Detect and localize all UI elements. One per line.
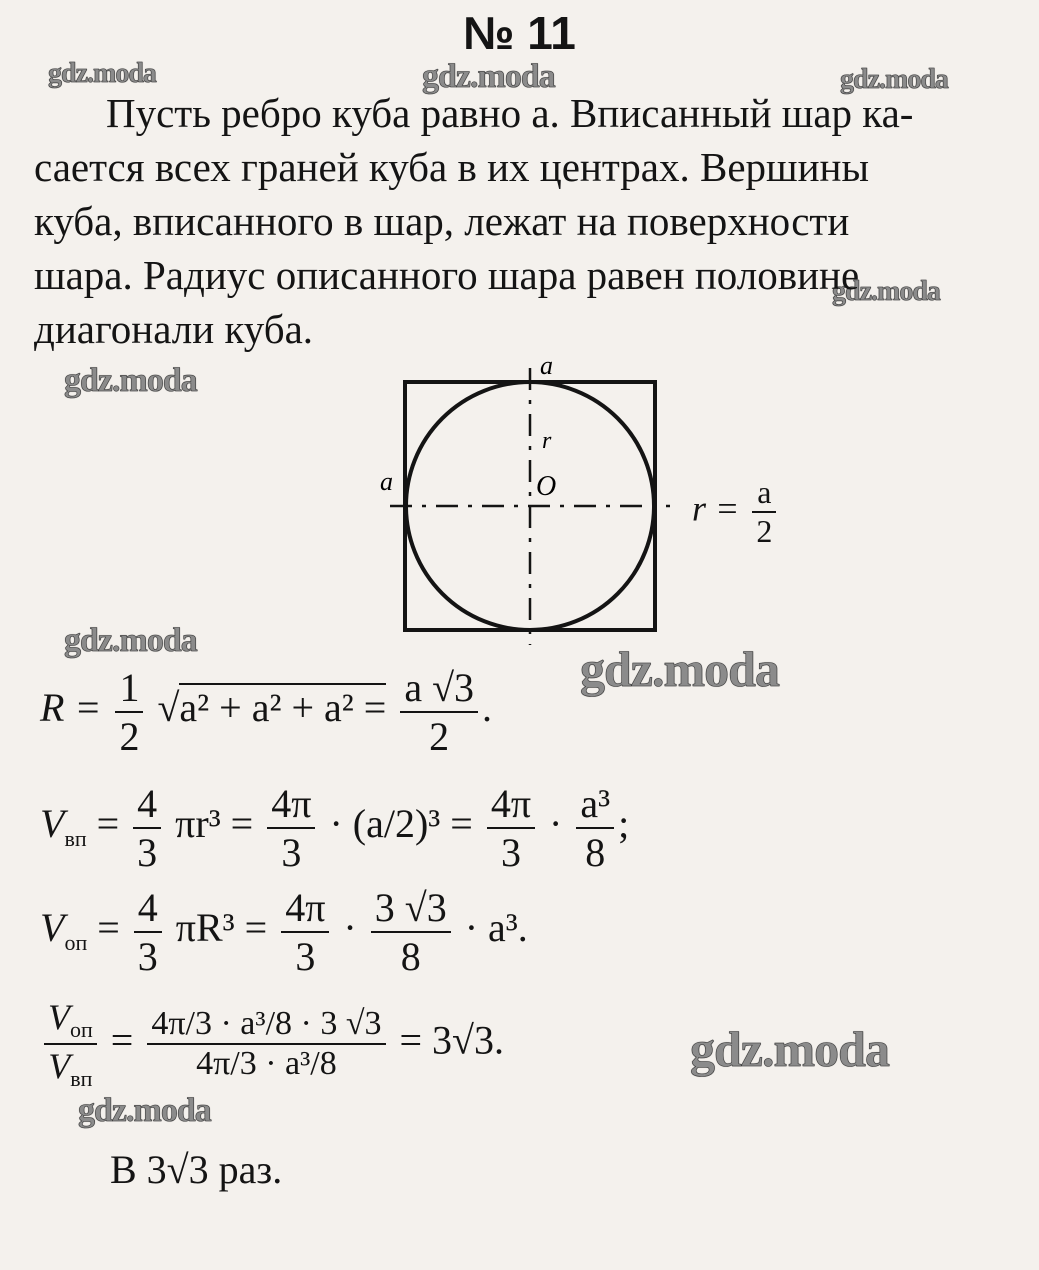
watermark: gdz.moda xyxy=(840,64,948,95)
radius-den: 2 xyxy=(756,513,773,549)
text-line: сается всех граней куба в их центрах. Вершины xyxy=(34,144,870,190)
v-symbol: V xyxy=(40,801,65,847)
v-subscript: оп xyxy=(64,930,88,956)
frac-den: 8 xyxy=(585,830,606,875)
punct: ; xyxy=(618,801,630,847)
frac-num: 4π xyxy=(281,884,329,933)
watermark: gdz.moda xyxy=(64,622,197,659)
radius-formula xyxy=(692,474,780,550)
sqrt-body: a² + a² + a² = xyxy=(179,685,387,731)
frac-num: 4π xyxy=(267,780,315,829)
frac-num: 1 xyxy=(115,664,143,713)
watermark: gdz.moda xyxy=(422,58,555,95)
frac-den: 3 xyxy=(137,934,158,979)
ratio-result: = 3√3. xyxy=(399,1017,505,1063)
dot: · xyxy=(329,801,343,847)
v-subscript: вп xyxy=(70,1066,93,1092)
radius-num: a xyxy=(752,474,776,513)
expr: · a³. xyxy=(464,905,528,951)
frac-num: a √3 xyxy=(400,664,478,713)
label-top-a: a xyxy=(540,351,553,380)
watermark: gdz.moda xyxy=(690,1021,889,1077)
frac-num: a³ xyxy=(576,780,614,829)
problem-number: № 11 xyxy=(463,7,576,59)
frac-num: 4 xyxy=(133,780,161,829)
formula-V-circumscribed xyxy=(40,884,528,980)
formula-R-lhs: R = xyxy=(40,685,102,731)
ratio-denominator: 4π/3 · a³/8 xyxy=(196,1045,337,1083)
expr: πR³ = xyxy=(175,905,268,951)
formula-ratio: $V_{оп}$ $V_{вп}$ = $\frac{\text{4π/3 · a³/8 · 3 √3}}{\text{4π/3 · a³/8}}$ = 3√3. xyxy=(40,996,504,1092)
text-line: шара. Радиус описанного шара равен половине xyxy=(34,252,860,298)
watermark: gdz.moda xyxy=(64,362,197,399)
frac-den: 8 xyxy=(400,934,421,979)
text-line: Пусть ребро куба равно a. Вписанный шар ка- xyxy=(106,90,914,136)
frac-den: 3 xyxy=(500,830,521,875)
radius-lhs: r = xyxy=(692,488,740,529)
expr: (a/2)³ = xyxy=(352,801,473,847)
label-r: r xyxy=(542,428,552,454)
expr: πr³ = xyxy=(175,801,254,847)
v-symbol: V xyxy=(48,1046,71,1087)
v-subscript: оп xyxy=(70,1017,93,1043)
dot: · xyxy=(549,801,563,847)
label-left-a: a xyxy=(380,467,393,496)
text-line: диагонали куба. xyxy=(34,306,314,352)
watermark: gdz.moda xyxy=(78,1092,211,1129)
frac-num: 4 xyxy=(134,884,162,933)
frac-num: 3 √3 xyxy=(371,884,451,933)
frac-num: 4π xyxy=(487,780,535,829)
frac-den: 3 xyxy=(295,934,316,979)
label-center-o: O xyxy=(536,471,557,502)
problem-text xyxy=(34,86,1006,356)
frac-den: 3 xyxy=(137,830,158,875)
text-line: куба, вписанного в шар, лежат на поверхности xyxy=(34,198,850,244)
punct: . xyxy=(482,685,493,731)
equals: = xyxy=(96,801,120,847)
formula-R xyxy=(40,664,492,760)
watermark: gdz.moda xyxy=(580,641,779,697)
frac-den: 2 xyxy=(429,714,450,759)
equals: = xyxy=(97,905,120,951)
sqrt-sign: √ xyxy=(157,685,180,731)
formula-V-inscribed xyxy=(40,780,629,876)
frac-den: 2 xyxy=(119,714,140,759)
dot: · xyxy=(343,905,357,951)
frac-den: 3 xyxy=(281,830,302,875)
watermark: gdz.moda xyxy=(48,58,156,89)
v-symbol: V xyxy=(48,997,70,1037)
v-subscript: вп xyxy=(64,826,87,852)
answer: В 3√3 раз. xyxy=(110,1147,283,1192)
watermark: gdz.moda xyxy=(832,276,940,307)
ratio-numerator: 4π/3 · a³/8 · 3 √3 xyxy=(147,1005,385,1045)
v-symbol: V xyxy=(40,905,65,951)
